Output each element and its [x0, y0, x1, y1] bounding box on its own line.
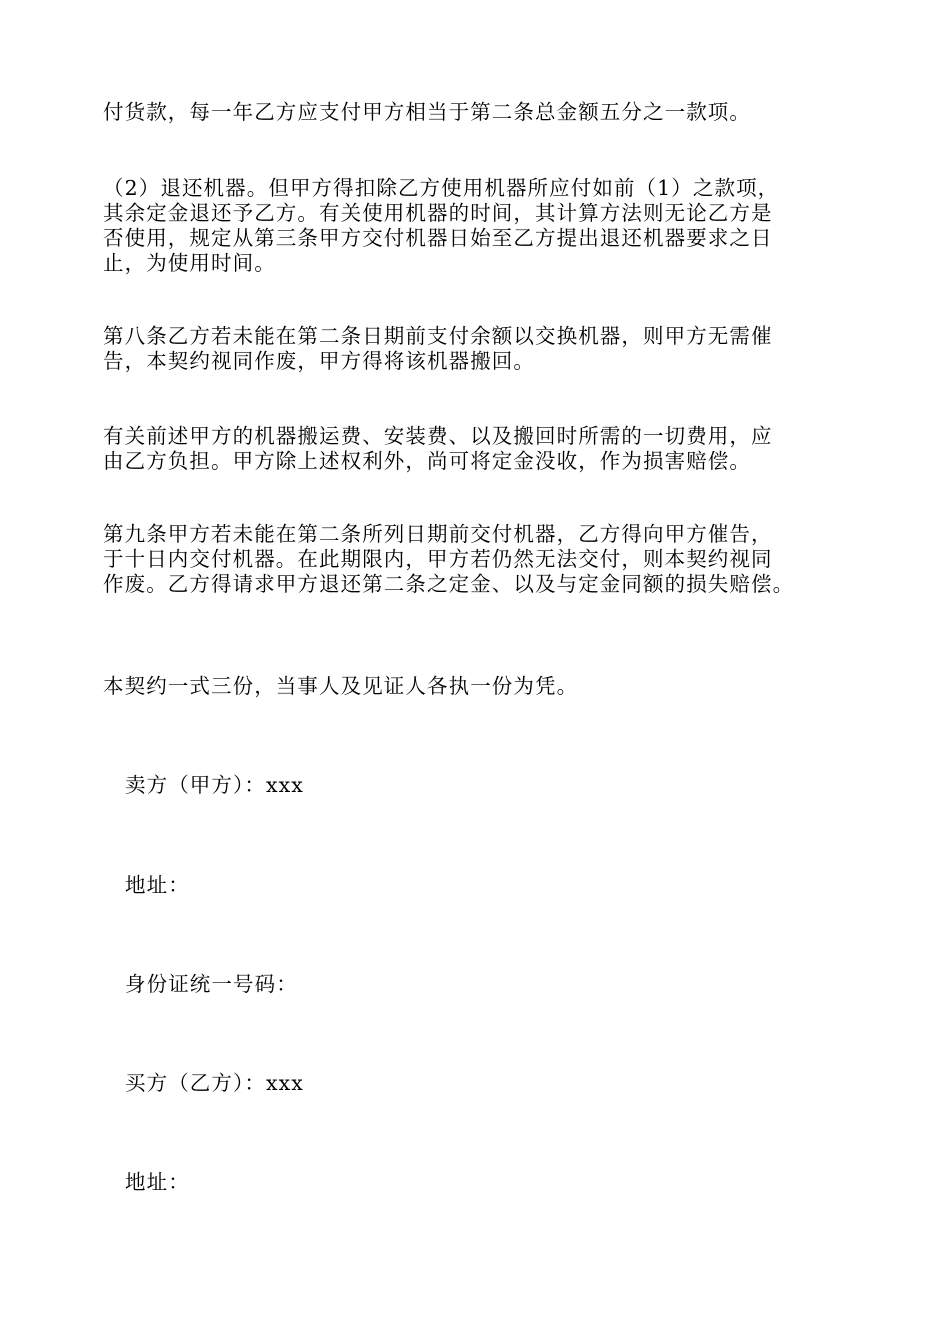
- seller-name-line: 卖方（甲方）：xxx: [125, 773, 304, 797]
- text-line: 本契约一式三份，当事人及见证人各执一份为凭。: [103, 674, 579, 698]
- text-line: 有关前述甲方的机器搬运费、安装费、以及搬回时所需的一切费用，应: [103, 424, 773, 448]
- paragraph-article-8: [103, 324, 873, 374]
- text-line: 止，为使用时间。: [103, 251, 276, 275]
- text-line: 告，本契约视同作废，甲方得将该机器搬回。: [103, 349, 535, 373]
- seller-id-line: 身份证统一号码：: [125, 972, 298, 996]
- seller-address-line: 地址：: [125, 873, 190, 897]
- paragraph-costs: [103, 424, 873, 474]
- paragraph-article-9: [103, 522, 873, 597]
- text-line: 第九条甲方若未能在第二条所列日期前交付机器，乙方得向甲方催告，: [103, 522, 773, 546]
- paragraph-payment: [103, 100, 873, 125]
- text-line: 否使用，规定从第三条甲方交付机器日始至乙方提出退还机器要求之日: [103, 226, 773, 250]
- paragraph-copies: [103, 674, 873, 699]
- text-line: 第八条乙方若未能在第二条日期前支付余额以交换机器，则甲方无需催: [103, 324, 773, 348]
- buyer-address-line: 地址：: [125, 1170, 190, 1194]
- text-line: 其余定金退还予乙方。有关使用机器的时间，其计算方法则无论乙方是: [103, 201, 773, 225]
- text-line: 付货款，每一年乙方应支付甲方相当于第二条总金额五分之一款项。: [103, 100, 751, 124]
- buyer-name-line: 买方（乙方）：xxx: [125, 1071, 304, 1095]
- text-line: （2）退还机器。但甲方得扣除乙方使用机器所应付如前（1）之款项，: [103, 176, 780, 200]
- text-line: 于十日内交付机器。在此期限内，甲方若仍然无法交付，则本契约视同: [103, 547, 773, 571]
- text-line: 作废。乙方得请求甲方退还第二条之定金、以及与定金同额的损失赔偿。: [103, 572, 795, 596]
- paragraph-return-machine: [103, 176, 873, 276]
- text-line: 由乙方负担。甲方除上述权利外，尚可将定金没收，作为损害赔偿。: [103, 449, 751, 473]
